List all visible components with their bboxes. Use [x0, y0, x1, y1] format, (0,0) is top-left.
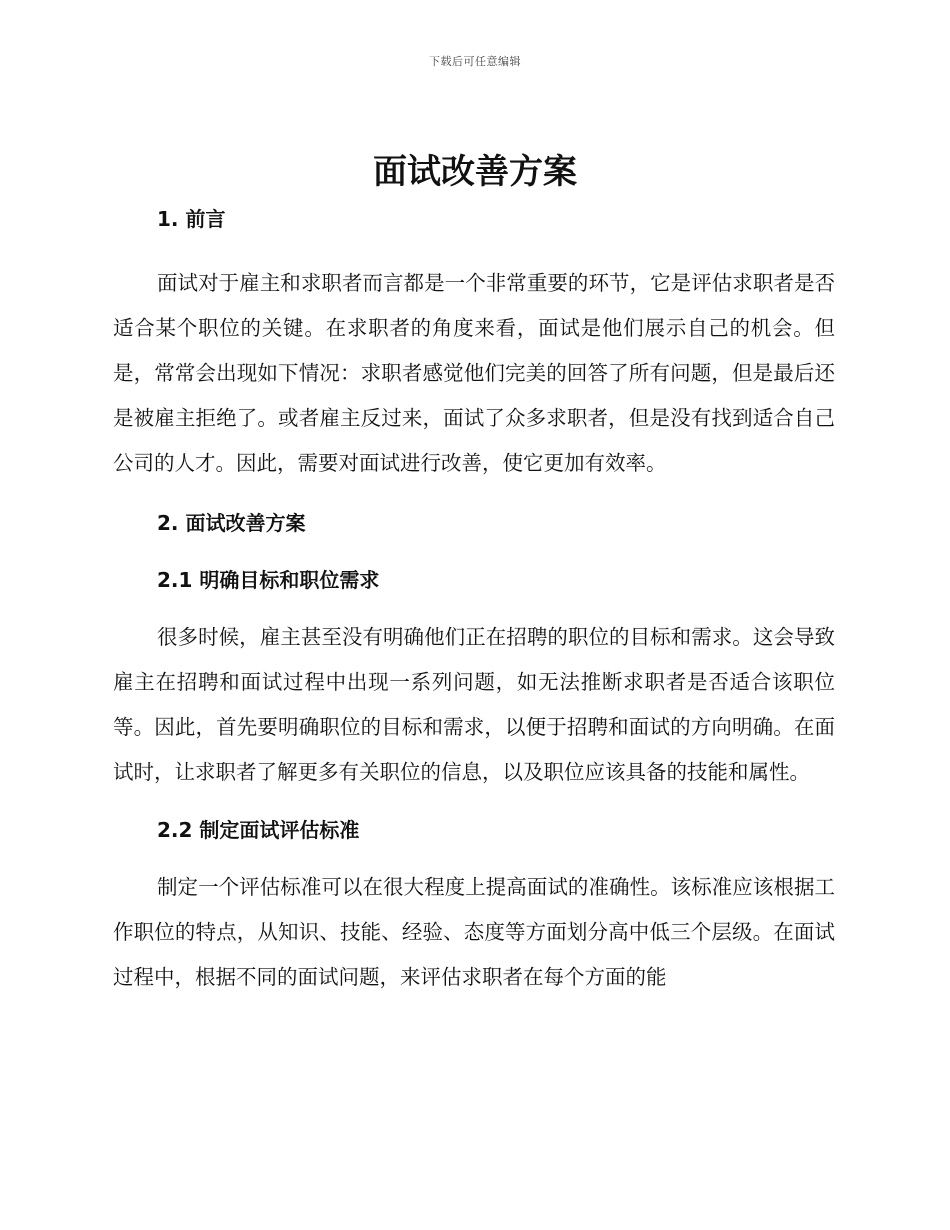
section-heading-preface: 1. 前言 [157, 207, 226, 231]
header-note: 下载后可任意编辑 [429, 55, 521, 68]
subsection-heading-evaluation-standard: 2.2 制定面试评估标准 [157, 818, 360, 842]
goals-paragraph: 很多时候，雇主甚至没有明确他们正在招聘的职位的目标和需求。这会导致雇主在招聘和面试过程中出现一系列问题，如无法推断求职者是否适合该职位等。因此，首先要明确职位的目标和需求，以便于招聘和面试的方向明确。在面试时，让求职者了解更多有关职位的信息，以及职位应该具备的技能和属性。 [113, 625, 835, 784]
subsection-heading-goals: 2.1 明确目标和职位需求 [157, 568, 380, 592]
document-body [113, 200, 835, 1000]
section-heading-improvement-plan: 2. 面试改善方案 [157, 511, 306, 535]
document-title: 面试改善方案 [373, 152, 577, 192]
evaluation-paragraph: 制定一个评估标准可以在很大程度上提高面试的准确性。该标准应该根据工作职位的特点，从知识、技能、经验、态度等方面划分高中低三个层级。在面试过程中，根据不同的面试问题，来评估求职者在每个方面的能 [113, 875, 835, 989]
preface-paragraph: 面试对于雇主和求职者而言都是一个非常重要的环节，它是评估求职者是否适合某个职位的关键。在求职者的角度来看，面试是他们展示自己的机会。但是，常常会出现如下情况：求职者感觉他们完美的回答了所有问题，但是最后还是被雇主拒绝了。或者雇主反过来，面试了众多求职者，但是没有找到适合自己公司的人才。因此，需要对面试进行改善，使它更加有效率。 [113, 271, 835, 475]
